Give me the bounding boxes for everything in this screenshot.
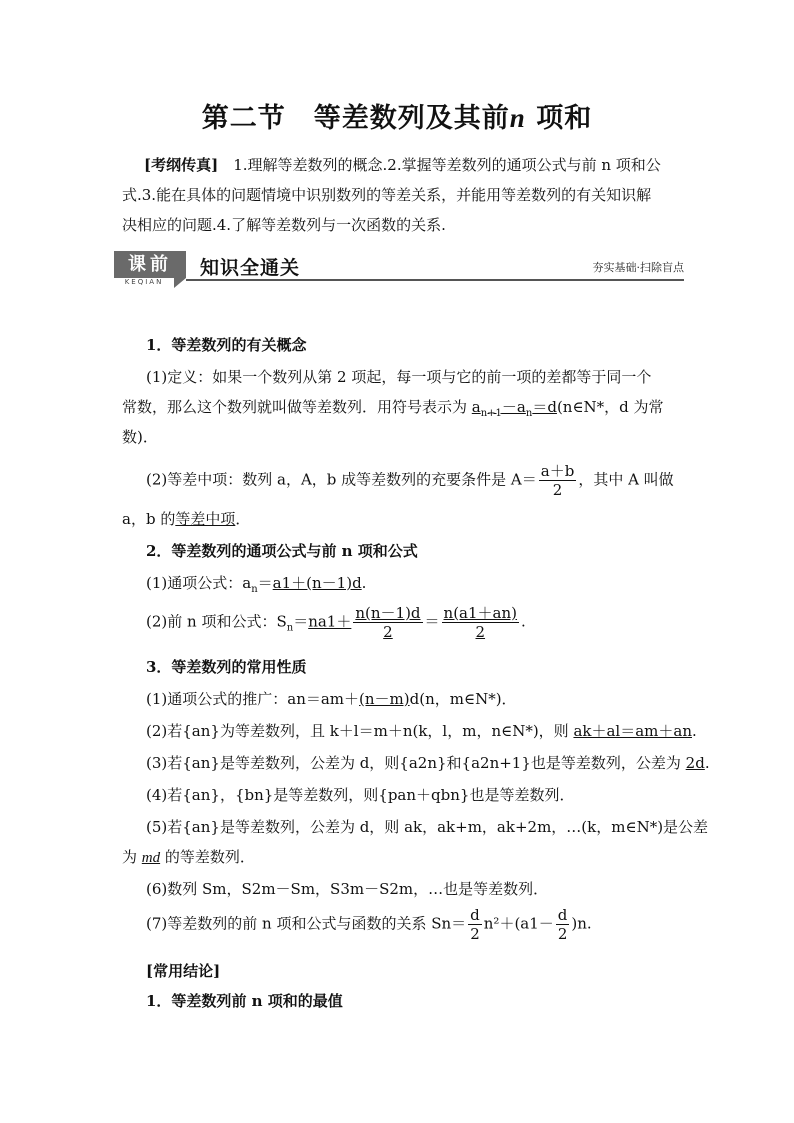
fraction-denominator: 2 (470, 925, 480, 943)
formula-answer: a1＋(n－1)d (272, 574, 362, 592)
property-text-end: . (704, 754, 710, 772)
formula-eq: ＝ (257, 574, 273, 592)
property-answer: 2d (685, 754, 705, 772)
syllabus-intro (122, 150, 688, 240)
sum-formula (122, 604, 714, 641)
formula-eq: ＝ (293, 612, 309, 631)
formula-answer: na1＋ (308, 612, 352, 631)
section-2-heading: 2．等差数列的通项公式与前 n 项和公式 (146, 542, 418, 560)
property-text-end: . (692, 722, 697, 740)
property-text: (3)若{an}是等差数列，公差为 d，则{a2n}和{a2n+1}也是等差数列，公差为 (146, 754, 686, 772)
formula-text: (2)前 n 项和公式：S (146, 612, 287, 631)
banner-rule (186, 279, 684, 281)
fraction-numerator: n(n－1)d (355, 604, 421, 622)
banner-heading: 知识全通关 (200, 257, 301, 279)
property-answer: ak＋al＝am＋an (573, 722, 692, 740)
fraction-denominator: 2 (383, 623, 393, 641)
formula-sub: n (286, 622, 294, 634)
fraction-denominator: 2 (557, 925, 568, 943)
syllabus-label: [考纲传真] (144, 156, 219, 174)
mean-term-prefix: a，b 的 (122, 510, 176, 528)
mean-fraction (539, 462, 577, 499)
property-text: (7)等差数列的前 n 项和公式与函数的关系 Sn＝ (146, 914, 467, 933)
arithmetic-mean-line (122, 462, 714, 499)
property-3 (122, 752, 714, 773)
formula-sub: n (251, 584, 258, 595)
formula-eq: ＝ (424, 612, 440, 631)
banner-tag: 课前 (114, 251, 186, 278)
section-3-heading: 3．等差数列的常用性质 (146, 658, 307, 676)
arithmetic-mean-line-2 (122, 508, 690, 529)
mean-term-end: ． (235, 510, 251, 528)
conclusion-item-1: 1．等差数列前 n 项和的最值 (146, 992, 343, 1010)
property-text: (a1－ (514, 914, 554, 933)
property-1 (122, 688, 714, 709)
property-2 (122, 720, 714, 741)
formula-end: . (361, 574, 367, 592)
definition-formula (471, 398, 557, 419)
title-suffix: 项和 (525, 103, 593, 134)
sum-fraction-2 (442, 604, 519, 641)
property-text: 为 (122, 848, 142, 866)
fraction-denominator: 2 (475, 623, 486, 641)
definition-text: 常数，那么这个数列就叫做等差数列．用符号表示为 (122, 398, 472, 416)
property-5-line-1: (5)若{an}是等差数列，公差为 d，则 ak，ak+m，ak+2m，…(k，m∈N*)是公差 (146, 818, 709, 836)
conclusion-label: [常用结论] (146, 962, 221, 980)
formula-mid: －a (501, 398, 526, 416)
page-title (0, 96, 794, 135)
formula-sub: n (525, 408, 533, 419)
property-text-end: 的等差数列． (160, 848, 255, 866)
property-4: (4)若{an}，{bn}是等差数列，则{pan＋qbn}也是等差数列． (146, 786, 575, 804)
property-7 (122, 906, 714, 943)
syllabus-line-2: 式.3.能在具体的问题情境中识别数列的等差关系，并能用等差数列的有关知识解 (122, 186, 652, 204)
property-7-fraction-1 (468, 906, 482, 943)
formula-text: (1)通项公式：a (146, 574, 252, 592)
mean-text-end: ，其中 A 叫做 (578, 470, 674, 489)
definition-condition: (n∈N*，d 为常 (556, 398, 664, 416)
banner-slogan: 夯实基础·扫除盲点 (592, 261, 684, 274)
mean-term: 等差中项 (175, 510, 236, 528)
property-6: (6)数列 Sm，S2m－Sm，S3m－S2m，…也是等差数列． (146, 880, 549, 898)
property-5-line-2 (122, 846, 690, 867)
fraction-numerator: d (557, 906, 568, 924)
fraction-denominator: 2 (552, 481, 563, 499)
formula-a: a (471, 398, 481, 416)
property-answer: (n－m) (359, 690, 410, 708)
fraction-numerator: d (470, 906, 480, 924)
property-7-fraction-2 (556, 906, 570, 943)
property-text-end: )n. (571, 914, 592, 933)
mean-text: (2)等差中项：数列 a，A，b 成等差数列的充要条件是 A＝ (146, 470, 537, 489)
formula-end: . (521, 612, 526, 631)
property-text: n²＋ (483, 914, 515, 933)
fraction-numerator: n(a1＋an) (443, 604, 518, 622)
title-prefix: 第二节 等差数列及其前 (201, 103, 510, 134)
definition-line-3: 数)． (122, 428, 158, 446)
section-1-heading: 1．等差数列的有关概念 (146, 336, 307, 354)
property-text-end: d(n，m∈N*)． (409, 690, 517, 708)
general-term-formula (122, 572, 714, 595)
formula-eq: ＝d (532, 398, 557, 416)
definition-line-1: (1)定义：如果一个数列从第 2 项起，每一项与它的前一项的差都等于同一个 (146, 368, 652, 386)
definition-line-2 (122, 396, 690, 419)
fraction-numerator: a＋b (540, 462, 575, 480)
section-banner (114, 251, 684, 291)
syllabus-line-3: 决相应的问题.4.了解等差数列与一次函数的关系. (122, 216, 446, 234)
banner-tag-corner (174, 278, 186, 288)
formula-sub: n+1 (480, 408, 502, 419)
title-variable: n (509, 103, 526, 133)
property-answer: md (141, 850, 161, 866)
property-text: (2)若{an}为等差数列，且 k＋l＝m＋n(k，l，m，n∈N*)，则 (146, 722, 574, 740)
sum-fraction-1 (353, 604, 422, 641)
property-text: (1)通项公式的推广：an＝am＋ (146, 690, 360, 708)
banner-tag-pinyin: KEQIAN (124, 278, 164, 286)
syllabus-line-1: 1.理解等差数列的概念.2.掌握等差数列的通项公式与前 n 项和公 (233, 156, 661, 174)
